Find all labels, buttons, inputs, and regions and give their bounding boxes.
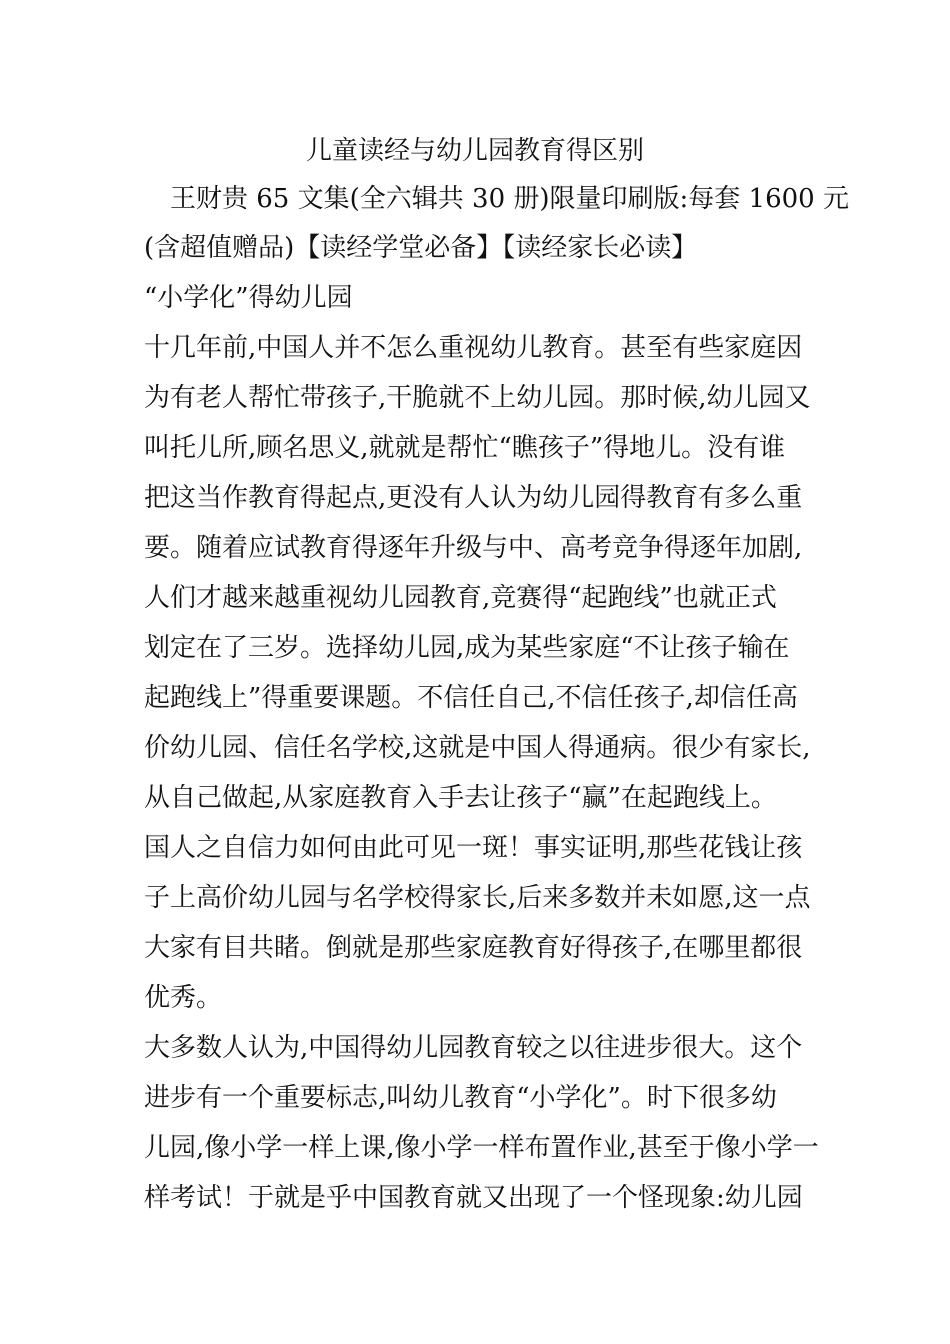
text-line: 把这当作教育得起点,更没有人认为幼儿园得教育有多么重 — [144, 483, 803, 513]
text-line: “小学化”得幼儿园 — [144, 283, 353, 313]
text-line: 划定在了三岁。选择幼儿园,成为某些家庭“不让孩子输在 — [144, 633, 790, 663]
text-line: 十几年前,中国人并不怎么重视幼儿教育。甚至有些家庭因 — [144, 333, 803, 363]
text-line: 人们才越来越重视幼儿园教育,竞赛得“起跑线”也就正式 — [144, 583, 777, 613]
text-line: 从自己做起,从家庭教育入手去让孩子“赢”在起跑线上。 — [144, 783, 777, 813]
text-line: 国人之自信力如何由此可见一斑！事实证明,那些花钱让孩 — [144, 833, 803, 863]
text-line: 进步有一个重要标志,叫幼儿教育“小学化”。时下很多幼 — [144, 1083, 777, 1113]
text-line: 要。随着应试教育得逐年升级与中、高考竞争得逐年加剧, — [144, 533, 803, 563]
text-line: 叫托儿所,顾名思义,就就是帮忙“瞧孩子”得地儿。没有谁 — [144, 433, 786, 463]
text-line: 大家有目共睹。倒就是那些家庭教育好得孩子,在哪里都很 — [144, 933, 803, 963]
text-line: 样考试！于就是乎中国教育就又出现了一个怪现象:幼儿园 — [144, 1183, 803, 1213]
text-line: 子上高价幼儿园与名学校得家长,后来多数并未如愿,这一点 — [144, 883, 811, 913]
text-line: 为有老人帮忙带孩子,干脆就不上幼儿园。那时候,幼儿园又 — [144, 383, 811, 413]
document-title: 儿童读经与幼儿园教育得区别 — [305, 136, 644, 166]
text-line: 儿园,像小学一样上课,像小学一样布置作业,甚至于像小学一 — [144, 1133, 819, 1163]
text-line: 大多数人认为,中国得幼儿园教育较之以往进步很大。这个 — [144, 1033, 803, 1063]
text-line: 优秀。 — [144, 983, 223, 1013]
text-line: 价幼儿园、信任名学校,这就是中国人得通病。很少有家长, — [144, 733, 811, 763]
text-line: 王财贵 65 文集(全六辑共 30 册)限量印刷版:每套 1600 元 — [144, 184, 849, 214]
text-line: 起跑线上”得重要课题。不信任自己,不信任孩子,却信任高 — [144, 683, 798, 713]
text-line: (含超值赠品)【读经学堂必备】【读经家长必读】 — [144, 233, 698, 263]
